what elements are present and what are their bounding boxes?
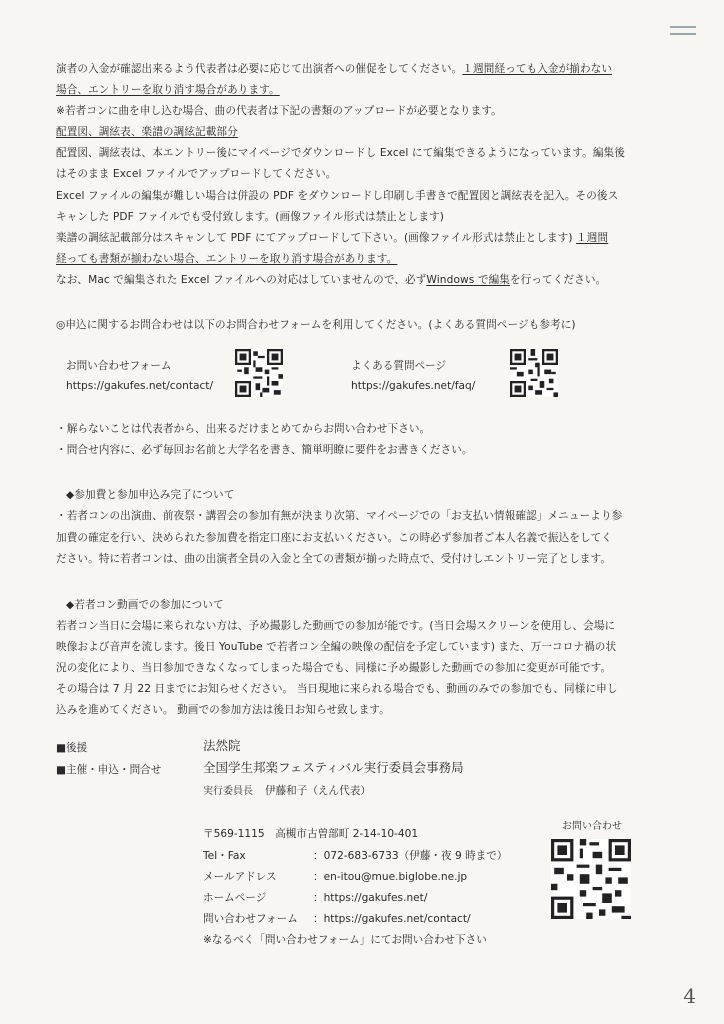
text-line: キャンした PDF ファイルでも受付致します。(画像ファイル形式は禁止とします) xyxy=(56,211,444,223)
contact-form-url[interactable]: https://gakufes.net/contact/ xyxy=(66,380,214,392)
homepage-value[interactable]: ：https://gakufes.net/ xyxy=(313,892,428,904)
text-line: 況の変化により、当日参加できなくなってしまった場合でも、同様に予め撮影した動画での参加に変更が可能です。 xyxy=(56,662,612,674)
tel-value: ：072-683-6733（伊藤・夜 9 時まで） xyxy=(313,850,508,862)
text-line: ・若者コンの出演曲、前夜祭・講習会の参加有無が決まり次第、マイページでの「お支払い情報確認」メニューより参 xyxy=(56,510,623,522)
text-line xyxy=(56,231,608,245)
contact-form-label: お問い合わせフォーム xyxy=(66,360,172,372)
page-corner-mark xyxy=(670,26,696,35)
faq-url[interactable]: https://gakufes.net/faq/ xyxy=(351,380,476,392)
fees-heading: ◆参加費と参加申込み完了について xyxy=(66,489,235,501)
mail-value[interactable]: ：en-itou@mue.biglobe.ne.jp xyxy=(313,871,468,883)
text-line: はそのまま Excel ファイルでアップロードしてください。 xyxy=(56,168,337,180)
inquiry-note: ・問合せ内容に、必ず毎回お名前と大学名を書き、簡単明瞭に要件をお書きください。 xyxy=(56,444,473,456)
form-value[interactable]: ：https://gakufes.net/contact/ xyxy=(313,913,471,925)
text-line xyxy=(56,273,606,287)
faq-qr-code xyxy=(510,349,558,397)
contact-qr-label: お問い合わせ xyxy=(562,821,622,832)
chair-name: 伊藤和子（えん代表） xyxy=(265,785,371,797)
underlined-text: １週間 xyxy=(576,232,609,244)
footer-note: ※なるべく「問い合わせフォーム」にてお問い合わせ下さい xyxy=(203,934,487,946)
host-label: ■主催・申込・問合せ xyxy=(56,764,162,776)
chair-title: 実行委員長 xyxy=(203,786,253,797)
address: 〒569-1115 高槻市古曽部町 2-14-10-401 xyxy=(203,828,419,840)
host-value: 全国学生邦楽フェスティバル実行委員会事務局 xyxy=(203,760,464,775)
text-line: 若者コン当日に会場に来られない方は、予め撮影した動画での参加が能です。(当日会場スクリーンを使用し、会場に xyxy=(56,620,616,632)
text-segment: を行ってください。 xyxy=(509,274,607,286)
underlined-line: 場合、エントリーを取り消す場合があります。 xyxy=(56,84,280,96)
homepage-label: ホームページ xyxy=(203,892,267,904)
text-line: 映像および音声を流します。後日 YouTube で若者コン全編の映像の配信を予定しています) また、万一コロナ禍の状 xyxy=(56,641,617,653)
text-line: 配置図、調絃表は、本エントリー後にマイページでダウンロードし Excel にて編集できるようになっています。編集後 xyxy=(56,147,625,159)
underlined-text: １週間経っても入金が揃わない xyxy=(462,63,613,75)
tel-label: Tel・Fax xyxy=(203,850,246,862)
text-segment: なお、Mac で編集された Excel ファイルへの対応はしていませんので、必ず xyxy=(56,274,427,286)
support-label: ■後援 xyxy=(56,742,88,754)
mail-label: メールアドレス xyxy=(203,871,277,883)
text-line: ださい。特に若者コンは、曲の出演者全員の入金と全ての書類が揃った時点で、受付けしエントリー完了とします。 xyxy=(56,553,612,565)
video-heading: ◆若者コン動画での参加について xyxy=(66,599,224,611)
text-line: ※若者コンに曲を申し込む場合、曲の代表者は下記の書類のアップロードが必要となります。 xyxy=(56,105,502,117)
inquiry-intro: ◎申込に関するお問合わせは以下のお問合わせフォームを利用してください。(よくある質問ページも参考に) xyxy=(56,319,576,331)
text-line: Excel ファイルの編集が難しい場合は併設の PDF をダウンロードし印刷し手書きで配置図と調絃表を記入。その後ス xyxy=(56,190,619,202)
page-number: 4 xyxy=(683,984,696,1008)
text-line xyxy=(56,62,612,76)
document-list-heading: 配置図、調絃表、楽譜の調絃記載部分 xyxy=(56,126,238,138)
form-label: 問い合わせフォーム xyxy=(203,913,298,925)
inquiry-note: ・解らないことは代表者から、出来るだけまとめてからお問い合わせ下さい。 xyxy=(56,423,431,435)
contact-qr-code xyxy=(235,349,283,397)
faq-label: よくある質問ページ xyxy=(351,360,447,372)
support-value: 法然院 xyxy=(203,738,241,753)
text-line: 込みを進めてください。 動画での参加方法は後日お知らせ致します。 xyxy=(56,704,390,716)
underlined-line: 経っても書類が揃わない場合、エントリーを取り消す場合があります。 xyxy=(56,253,398,265)
underlined-text: Windows で編集 xyxy=(426,274,510,286)
footer-contact-qr-code xyxy=(551,839,631,919)
text-segment: 演者の入金が確認出来るよう代表者は必要に応じて出演者への催促をしてください。 xyxy=(56,63,463,75)
text-line: 加費の確定を行い、決められた参加費を指定口座にお支払いください。この時必ず参加者ご本人名義で振込をしてく xyxy=(56,532,613,544)
text-line: その場合は 7 月 22 日までにお知らせください。 当日現地に来られる場合でも、動画のみでの参加でも、同様に申し xyxy=(56,683,618,695)
text-segment: 楽譜の調絃記載部分はスキャンして PDF にてアップロードして下さい。(画像ファイル形式は禁止とします) xyxy=(56,232,573,244)
